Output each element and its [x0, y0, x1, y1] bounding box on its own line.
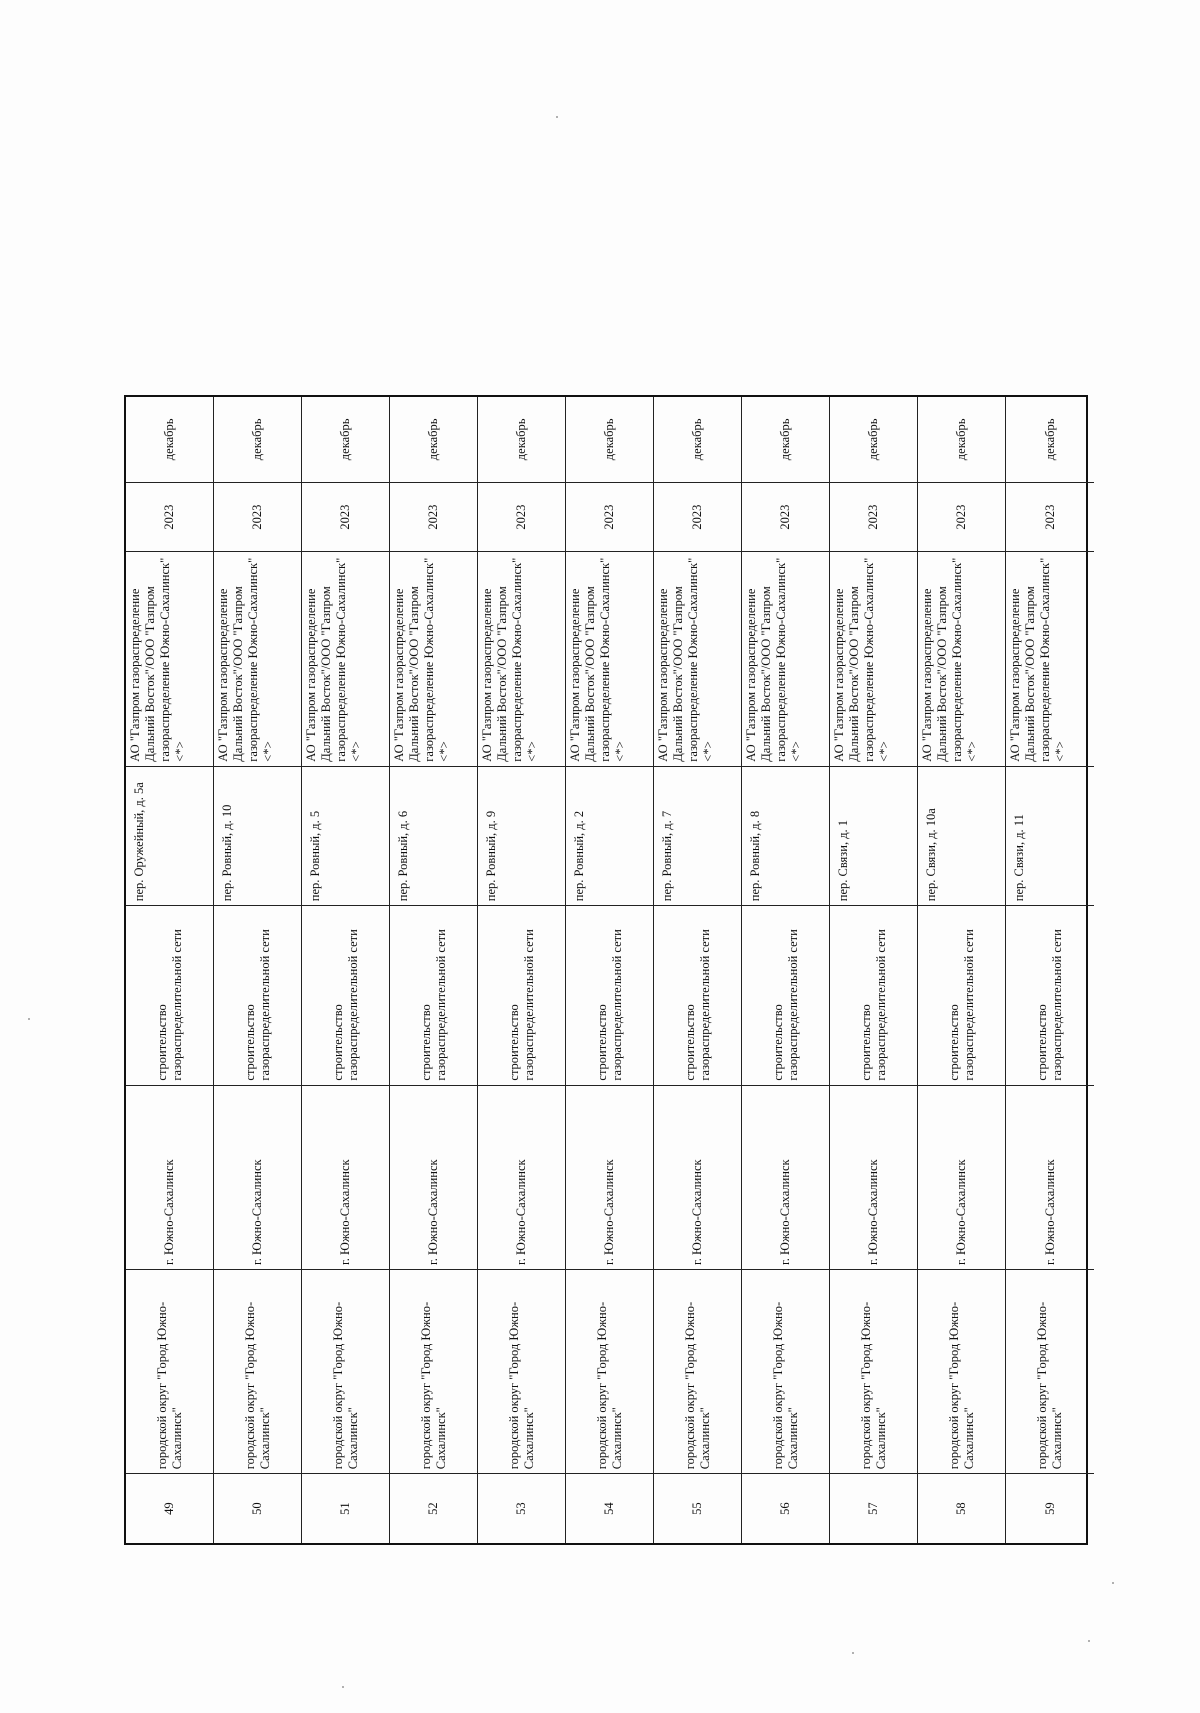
row-number-cell: 49	[126, 1473, 213, 1543]
scan-speck	[556, 116, 558, 118]
work-type-cell: строительство газораспределительной сети	[1006, 905, 1094, 1084]
rotated-table-body	[124, 395, 1088, 1545]
address-cell: пер. Ровный, д. 9	[478, 766, 565, 906]
work-type-cell: строительство газораспределительной сети	[918, 905, 1005, 1084]
row-number-cell: 56	[742, 1473, 829, 1543]
address-cell: пер. Ровный, д. 2	[566, 766, 653, 906]
month-cell: декабрь	[514, 418, 528, 461]
municipality-cell: городской округ "Город Южно-Сахалинск"	[302, 1269, 389, 1473]
row-number-cell: 54	[566, 1473, 653, 1543]
organization-cell: АО "Газпром газораспределение Дальний Восток"/ООО "Газпром газораспределение Южно-Сахалинск" <*>	[742, 552, 829, 766]
year-cell: 2023	[302, 482, 389, 552]
city-cell: г. Южно-Сахалинск	[302, 1085, 389, 1269]
table-row	[654, 397, 742, 1543]
year-cell: 2023	[214, 482, 301, 552]
municipality-cell: городской округ "Город Южно-Сахалинск"	[654, 1269, 741, 1473]
work-type-cell: строительство газораспределительной сети	[214, 905, 301, 1084]
year-cell: 2023	[566, 482, 653, 552]
scan-speck	[1112, 1582, 1114, 1584]
work-type-cell: строительство газораспределительной сети	[742, 905, 829, 1084]
year-cell: 2023	[654, 482, 741, 552]
table-row	[302, 397, 390, 1543]
organization-cell: АО "Газпром газораспределение Дальний Восток"/ООО "Газпром газораспределение Южно-Сахалинск" <*>	[390, 552, 477, 766]
organization-cell: АО "Газпром газораспределение Дальний Восток"/ООО "Газпром газораспределение Южно-Сахалинск" <*>	[214, 552, 301, 766]
city-cell: г. Южно-Сахалинск	[654, 1085, 741, 1269]
year-cell: 2023	[830, 482, 917, 552]
month-cell: декабрь	[866, 418, 880, 461]
row-number-cell: 58	[918, 1473, 1005, 1543]
month-cell: декабрь	[1042, 418, 1057, 461]
municipality-cell: городской округ "Город Южно-Сахалинск"	[214, 1269, 301, 1473]
month-cell: декабрь	[250, 418, 264, 461]
row-number-cell: 52	[390, 1473, 477, 1543]
municipality-cell: городской округ "Город Южно-Сахалинск"	[1006, 1269, 1094, 1473]
city-cell: г. Южно-Сахалинск	[390, 1085, 477, 1269]
row-number-cell: 55	[654, 1473, 741, 1543]
month-cell: декабрь	[426, 418, 440, 461]
city-cell: г. Южно-Сахалинск	[742, 1085, 829, 1269]
scan-speck	[342, 1686, 344, 1688]
year-cell: 2023	[126, 482, 213, 552]
table-row	[742, 397, 830, 1543]
city-cell: г. Южно-Сахалинск	[214, 1085, 301, 1269]
year-cell: 2023	[478, 482, 565, 552]
organization-cell: АО "Газпром газораспределение Дальний Восток"/ООО "Газпром газораспределение Южно-Сахалинск" <*>	[126, 552, 213, 766]
table-row	[390, 397, 478, 1543]
organization-cell: АО "Газпром газораспределение Дальний Восток"/ООО "Газпром газораспределение Южно-Сахалинск" <*>	[830, 552, 917, 766]
month-cell: декабрь	[338, 418, 352, 461]
row-number-cell: 51	[302, 1473, 389, 1543]
municipality-cell: городской округ "Город Южно-Сахалинск"	[478, 1269, 565, 1473]
work-type-cell: строительство газораспределительной сети	[478, 905, 565, 1084]
work-type-cell: строительство газораспределительной сети	[126, 905, 213, 1084]
address-cell: пер. Ровный, д. 8	[742, 766, 829, 906]
month-cell: декабрь	[954, 418, 968, 461]
city-cell: г. Южно-Сахалинск	[478, 1085, 565, 1269]
table-row	[918, 397, 1006, 1543]
municipality-cell: городской округ "Город Южно-Сахалинск"	[126, 1269, 213, 1473]
row-number-cell: 53	[478, 1473, 565, 1543]
address-cell: пер. Оружейный, д. 5а	[126, 766, 213, 906]
work-type-cell: строительство газораспределительной сети	[302, 905, 389, 1084]
work-type-cell: строительство газораспределительной сети	[654, 905, 741, 1084]
address-cell: пер. Ровный, д. 7	[654, 766, 741, 906]
table-row	[214, 397, 302, 1543]
table-row	[126, 397, 214, 1543]
month-cell: декабрь	[162, 418, 176, 461]
organization-cell: АО "Газпром газораспределение Дальний Восток"/ООО "Газпром газораспределение Южно-Сахалинск" <*>	[654, 552, 741, 766]
scan-speck	[852, 1652, 854, 1654]
organization-cell: АО "Газпром газораспределение Дальний Восток"/ООО "Газпром газораспределение Южно-Сахалинск" <*>	[478, 552, 565, 766]
table-row	[566, 397, 654, 1543]
year-cell: 2023	[918, 482, 1005, 552]
municipality-cell: городской округ "Город Южно-Сахалинск"	[742, 1269, 829, 1473]
work-type-cell: строительство газораспределительной сети	[390, 905, 477, 1084]
address-cell: пер. Ровный, д. 10	[214, 766, 301, 906]
month-cell: декабрь	[602, 418, 616, 461]
municipality-cell: городской округ "Город Южно-Сахалинск"	[918, 1269, 1005, 1473]
work-type-cell: строительство газораспределительной сети	[566, 905, 653, 1084]
month-cell: декабрь	[690, 418, 704, 461]
month-cell: декабрь	[778, 418, 792, 461]
scan-speck	[1088, 1640, 1090, 1642]
table-row	[1006, 397, 1094, 1543]
address-cell: пер. Ровный, д. 5	[302, 766, 389, 906]
organization-cell: АО "Газпром газораспределение Дальний Восток"/ООО "Газпром газораспределение Южно-Сахалинск" <*>	[1006, 552, 1094, 766]
organization-cell: АО "Газпром газораспределение Дальний Восток"/ООО "Газпром газораспределение Южно-Сахалинск" <*>	[918, 552, 1005, 766]
row-number-cell: 50	[214, 1473, 301, 1543]
municipality-cell: городской округ "Город Южно-Сахалинск"	[830, 1269, 917, 1473]
city-cell: г. Южно-Сахалинск	[830, 1085, 917, 1269]
city-cell: г. Южно-Сахалинск	[126, 1085, 213, 1269]
municipality-cell: городской округ "Город Южно-Сахалинск"	[566, 1269, 653, 1473]
table-row	[830, 397, 918, 1543]
table-row	[478, 397, 566, 1543]
year-cell: 2023	[390, 482, 477, 552]
municipality-cell: городской округ "Город Южно-Сахалинск"	[390, 1269, 477, 1473]
year-cell: 2023	[1006, 482, 1094, 552]
row-number-cell: 59	[1006, 1473, 1094, 1543]
work-type-cell: строительство газораспределительной сети	[830, 905, 917, 1084]
organization-cell: АО "Газпром газораспределение Дальний Восток"/ООО "Газпром газораспределение Южно-Сахалинск" <*>	[302, 552, 389, 766]
city-cell: г. Южно-Сахалинск	[918, 1085, 1005, 1269]
address-cell: пер. Ровный, д. 6	[390, 766, 477, 906]
year-cell: 2023	[742, 482, 829, 552]
city-cell: г. Южно-Сахалинск	[566, 1085, 653, 1269]
address-cell: пер. Связи, д. 1	[830, 766, 917, 906]
city-cell: г. Южно-Сахалинск	[1006, 1085, 1094, 1269]
address-cell: пер. Связи, д. 11	[1006, 766, 1094, 906]
organization-cell: АО "Газпром газораспределение Дальний Восток"/ООО "Газпром газораспределение Южно-Сахалинск" <*>	[566, 552, 653, 766]
scan-speck	[28, 1018, 30, 1020]
row-number-cell: 57	[830, 1473, 917, 1543]
gasification-schedule-table	[124, 395, 1088, 1545]
address-cell: пер. Связи, д. 10а	[918, 766, 1005, 906]
